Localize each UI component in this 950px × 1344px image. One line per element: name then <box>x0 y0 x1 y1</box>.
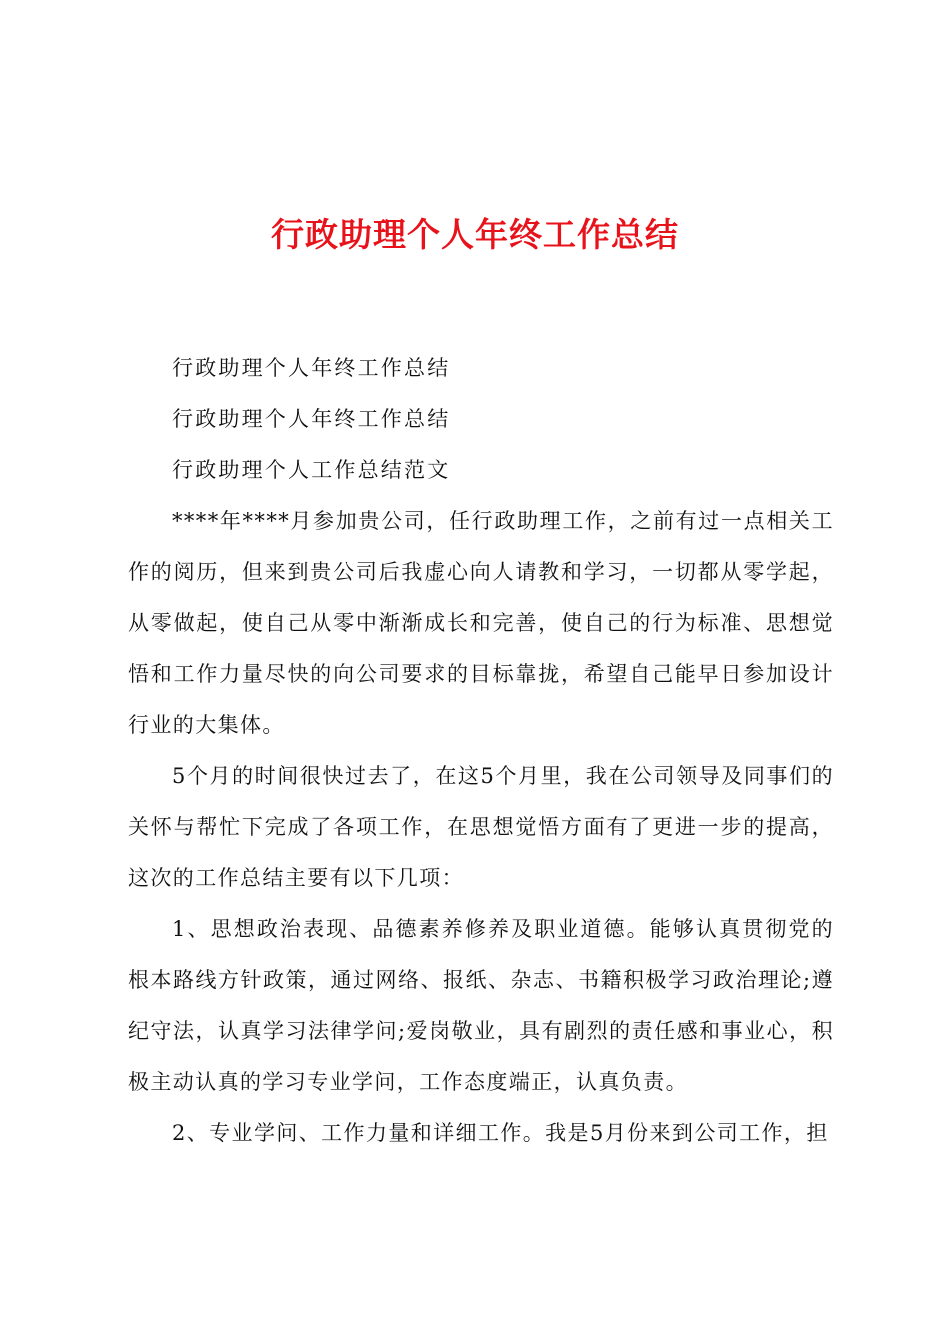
paragraph: 行政助理个人年终工作总结 <box>172 407 451 431</box>
paragraph: 5个月的时间很快过去了，在这5个月里，我在公司领导及同事们的关怀与帮忙下完成了各项工作，在思想觉悟方面有了更进一步的提高，这次的工作总结主要有以下几项： <box>128 764 834 890</box>
document-body <box>128 343 834 1159</box>
paragraph: ****年****月参加贵公司，任行政助理工作，之前有过一点相关工作的阅历，但来到贵公司后我虚心向人请教和学习，一切都从零学起，从零做起，使自己从零中渐渐成长和完善，使自己的行为标准、思想觉悟和工作力量尽快的向公司要求的目标靠拢，希望自己能早日参加设计行业的大集体。 <box>128 509 834 737</box>
document-title: 行政助理个人年终工作总结 <box>271 215 679 254</box>
paragraph: 行政助理个人年终工作总结 <box>172 356 451 380</box>
paragraph: 2、专业学问、工作力量和详细工作。我是5月份来到公司工作，担 <box>172 1121 829 1145</box>
paragraph: 1、思想政治表现、品德素养修养及职业道德。能够认真贯彻党的根本路线方针政策，通过网络、报纸、杂志、书籍积极学习政治理论;遵纪守法，认真学习法律学问;爱岗敬业，具有剧烈的责任感和事业心，积极主动认真的学习专业学问，工作态度端正，认真负责。 <box>128 917 834 1094</box>
paragraph: 行政助理个人工作总结范文 <box>172 458 451 482</box>
